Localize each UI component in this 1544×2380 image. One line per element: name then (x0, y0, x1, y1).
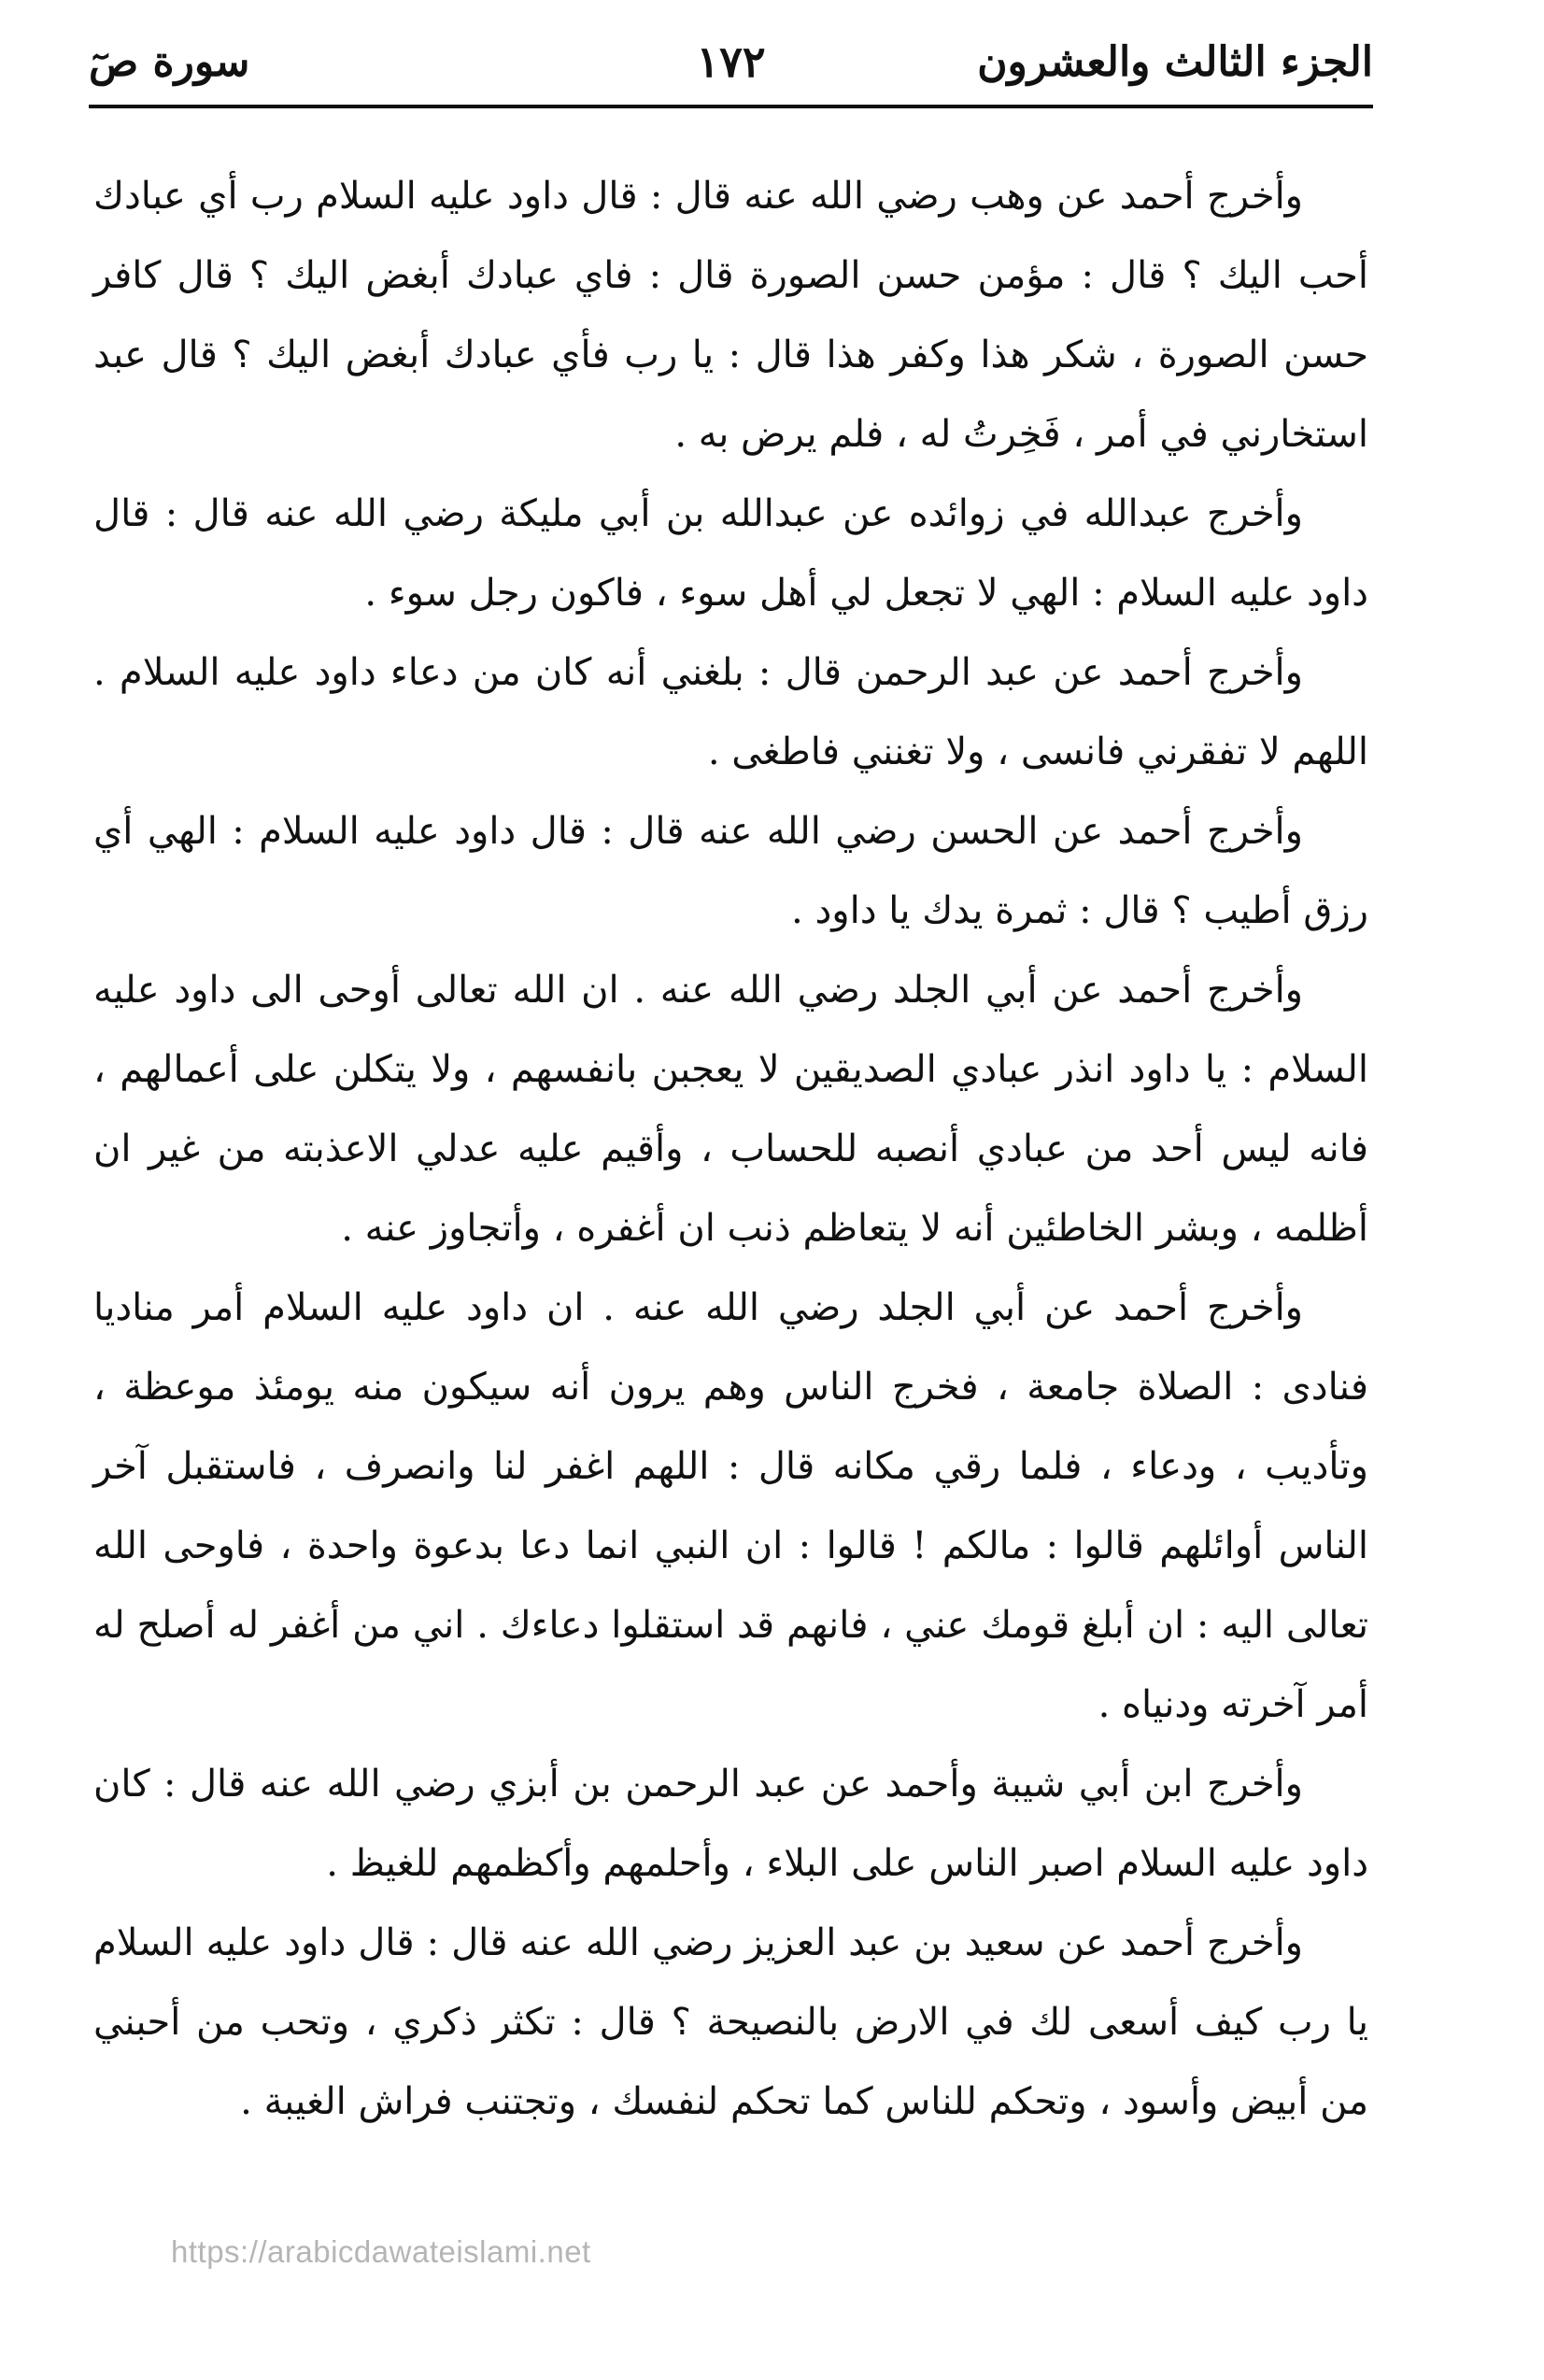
paragraph: وأخرج أحمد عن وهب رضي الله عنه قال : قال داود عليه السلام رب أي عبادك أحب اليك ؟ قال : مؤمن حسن الصورة قال : فاي عبادك أبغض اليك ؟ قال كافر حسن الصورة ، شكر هذا وكفر هذا قال : يا رب فأي عبادك أبغض اليك ؟ قال عبد استخارني في أمر ، فَخِرتُ له ، فلم يرض به . (93, 175, 1368, 456)
page-header (89, 28, 1373, 95)
paragraph: وأخرج ابن أبي شيبة وأحمد عن عبد الرحمن بن أبزي رضي الله عنه قال : كان داود عليه السلام اصبر الناس على البلاء ، وأحلمهم وأكظمهم للغيظ . (93, 1763, 1368, 1885)
page-number: ١٧٢ (696, 36, 766, 87)
source-watermark: https://arabicdawateislami.net (171, 2234, 591, 2269)
part-title: الجزء الثالث والعشرون (977, 37, 1373, 86)
surah-title: سورة صٓ (89, 37, 250, 86)
paragraph: وأخرج أحمد عن أبي الجلد رضي الله عنه . ان الله تعالى أوحى الى داود عليه السلام : يا داود انذر عبادي الصديقين لا يعجبن بانفسهم ، ولا يتكلن على أعمالهم ، فانه ليس أحد من عبادي أنصبه للحساب ، وأقيم عليه عدلي الاعذبته من غير ان أظلمه ، وبشر الخاطئين أنه لا يتعاظم ذنب ان أغفره ، وأتجاوز عنه . (93, 969, 1368, 1250)
header-divider (89, 105, 1373, 108)
paragraph: وأخرج أحمد عن الحسن رضي الله عنه قال : قال داود عليه السلام : الهي أي رزق أطيب ؟ قال : ثمرة يدك يا داود . (93, 810, 1368, 932)
paragraph: وأخرج أحمد عن سعيد بن عبد العزيز رضي الله عنه قال : قال داود عليه السلام يا رب كيف أسعى لك في الارض بالنصيحة ؟ قال : تكثر ذكري ، وتحب من أحبني من أبيض وأسود ، وتحكم للناس كما تحكم لنفسك ، وتجتنب فراش الغيبة . (93, 1921, 1368, 2123)
paragraph: وأخرج أحمد عن أبي الجلد رضي الله عنه . ان داود عليه السلام أمر مناديا فنادى : الصلاة جامعة ، فخرج الناس وهم يرون أنه سيكون منه يومئذ موعظة ، وتأديب ، ودعاء ، فلما رقي مكانه قال : اللهم اغفر لنا وانصرف ، فاستقبل آخر الناس أوائلهم قالوا : مالكم ! قالوا : ان النبي انما دعا بدعوة واحدة ، فاوحى الله تعالى اليه : ان أبلغ قومك عني ، فانهم قد استقلوا دعاءك . اني من أغفر له أصلح له أمر آخرته ودنياه . (93, 1286, 1369, 1726)
paragraph: وأخرج أحمد عن عبد الرحمن قال : بلغني أنه كان من دعاء داود عليه السلام . اللهم لا تفقرني فانسى ، ولا تغنني فاطغى . (93, 651, 1368, 773)
paragraph: وأخرج عبدالله في زوائده عن عبدالله بن أبي مليكة رضي الله عنه قال : قال داود عليه السلام : الهي لا تجعل لي أهل سوء ، فاكون رجل سوء . (93, 492, 1368, 615)
page-body (93, 157, 1368, 2142)
